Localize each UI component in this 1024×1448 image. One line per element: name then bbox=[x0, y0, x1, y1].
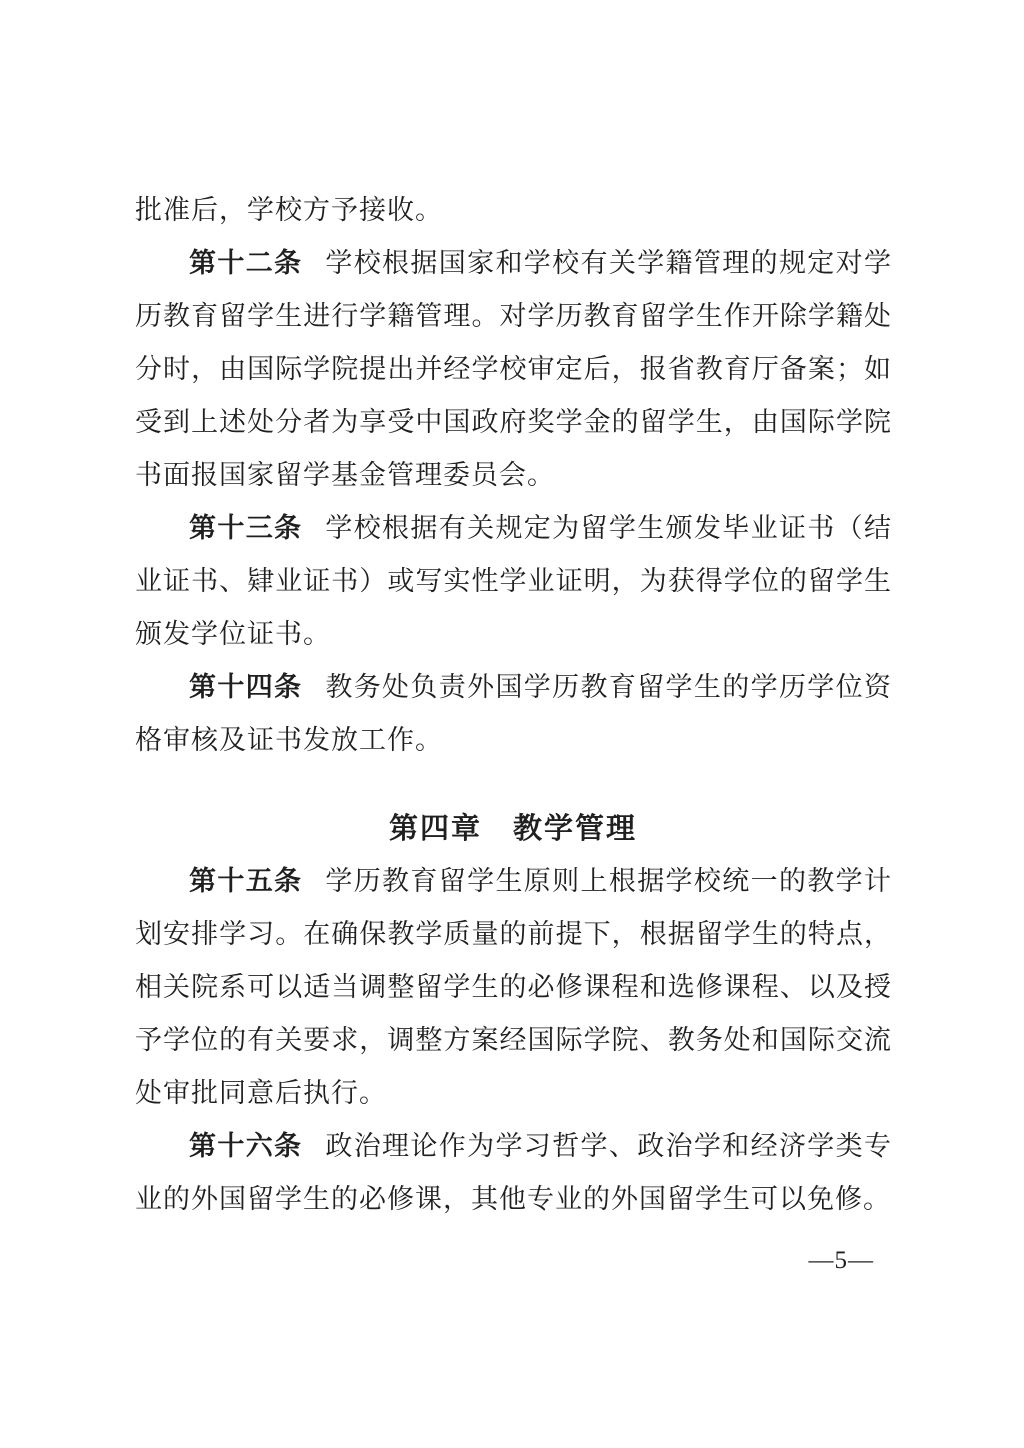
text-line bbox=[135, 1173, 891, 1226]
article-number: 第十六条 bbox=[189, 1131, 303, 1161]
text-line bbox=[135, 555, 891, 608]
text-line bbox=[135, 184, 891, 237]
line-text: 予学位的有关要求，调整方案经国际学院、教务处和国际交流 bbox=[135, 1025, 891, 1055]
line-text: 学校根据有关规定为留学生颁发毕业证书（结 bbox=[325, 513, 892, 543]
line-text: 相关院系可以适当调整留学生的必修课程和选修课程、以及授 bbox=[135, 972, 891, 1002]
text-line bbox=[135, 1067, 891, 1120]
text-line bbox=[135, 714, 891, 767]
line-text: 颁发学位证书。 bbox=[135, 619, 331, 649]
line-text: 学历教育留学生原则上根据学校统一的教学计 bbox=[325, 866, 892, 896]
text-line bbox=[135, 290, 891, 343]
line-text: 书面报国家留学基金管理委员会。 bbox=[135, 460, 555, 490]
article-number: 第十四条 bbox=[189, 672, 303, 702]
article-number: 第十三条 bbox=[189, 513, 303, 543]
article-first-line bbox=[135, 661, 891, 714]
article-first-line bbox=[135, 237, 891, 290]
text-line bbox=[135, 1014, 891, 1067]
line-text: 业的外国留学生的必修课，其他专业的外国留学生可以免修。 bbox=[135, 1184, 891, 1214]
line-text: 业证书、肄业证书）或写实性学业证明，为获得学位的留学生 bbox=[135, 566, 891, 596]
line-text: 处审批同意后执行。 bbox=[135, 1078, 387, 1108]
text-line bbox=[135, 961, 891, 1014]
article-number: 第十二条 bbox=[189, 248, 303, 278]
line-text: 格审核及证书发放工作。 bbox=[135, 725, 443, 755]
text-line bbox=[135, 449, 891, 502]
document-body bbox=[135, 184, 891, 1226]
line-text: 批准后，学校方予接收。 bbox=[135, 195, 443, 225]
article-first-line bbox=[135, 1120, 891, 1173]
article-first-line bbox=[135, 855, 891, 908]
text-line bbox=[135, 908, 891, 961]
text-line bbox=[135, 396, 891, 449]
text-line bbox=[135, 608, 891, 661]
line-text: 学校根据国家和学校有关学籍管理的规定对学 bbox=[325, 248, 892, 278]
line-text: 分时，由国际学院提出并经学校审定后，报省教育厅备案；如 bbox=[135, 354, 891, 384]
line-text: 划安排学习。在确保教学质量的前提下，根据留学生的特点， bbox=[135, 919, 891, 949]
line-text: 政治理论作为学习哲学、政治学和经济学类专 bbox=[325, 1131, 892, 1161]
chapter-heading: 第四章 教学管理 bbox=[388, 811, 637, 845]
page-number: —5— bbox=[808, 1247, 874, 1274]
line-text: 历教育留学生进行学籍管理。对学历教育留学生作开除学籍处 bbox=[135, 301, 891, 331]
article-first-line bbox=[135, 502, 891, 555]
article-number: 第十五条 bbox=[189, 866, 303, 896]
line-text: 教务处负责外国学历教育留学生的学历学位资 bbox=[325, 672, 892, 702]
line-text: 受到上述处分者为享受中国政府奖学金的留学生，由国际学院 bbox=[135, 407, 891, 437]
text-line bbox=[135, 343, 891, 396]
